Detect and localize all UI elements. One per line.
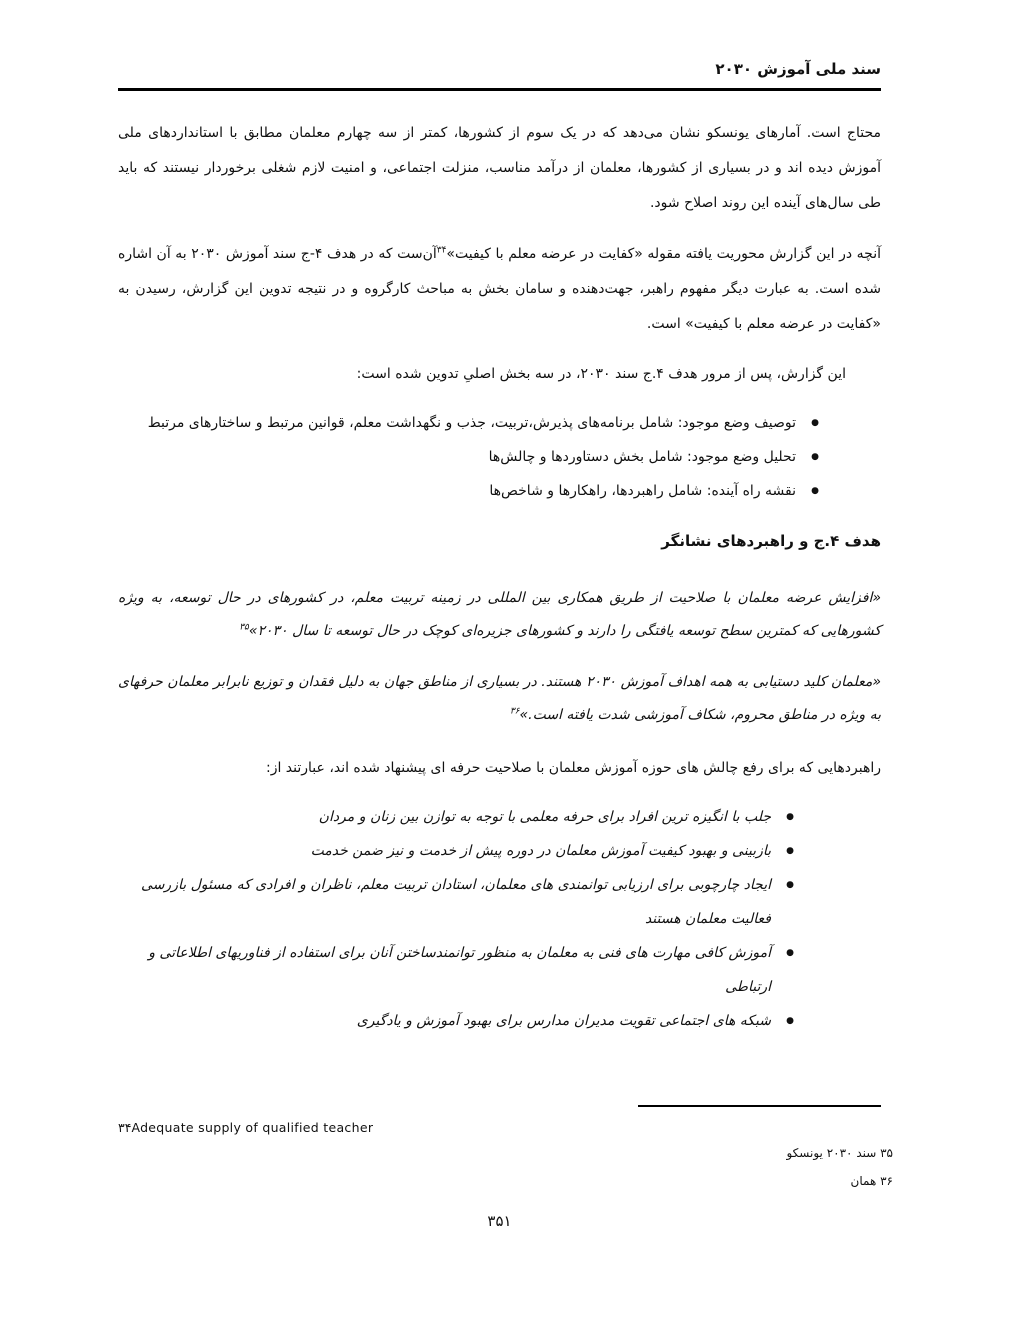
footnote-ref-34[interactable]: ۳۴ [436,245,447,256]
list-item: ● تحلیل وضع موجود: شامل بخش دستاوردها و چالش‌ها [118,440,836,474]
list-item: ● ایجاد چارچوبی برای ارزیابی توانمندی های معلمان، استادان تربیت معلم، ناظران و افرادی که مسئول بازرسی فعالیت معلمان هستند [118,868,811,936]
paragraph-focus-part1: آنچه در این گزارش محوریت یافته مقوله «کفایت در عرضه معلم با کیفیت» [446,246,882,262]
section-heading: هدف ۴.ج و راهبردهای نشانگر [661,532,881,550]
list-item: ● نقشه راه آینده: شامل راهبردها، راهکارها و شاخص‌ها [118,474,836,508]
list-item: ● شبکه های اجتماعی تقویت مدیران مدارس برای بهبود آموزش و یادگیری [118,1004,811,1038]
list-item: ● توصیف وضع موجود: شامل برنامه‌های پذیرش،تربیت، جذب و نگهداشت معلم، قوانین مرتبط و ساختارهای مرتبط [118,406,836,440]
footnote-separator [638,1105,881,1107]
header-rule [118,88,881,91]
footnote-ref-35[interactable]: ۳۵ [239,622,249,633]
paragraph-structure-intro: این گزارش، پس از مرور هدف ۴.ج سند ۲۰۳۰، در سه بخش اصلیِ تدوین شده است: [356,366,846,382]
quote-teachers [118,666,881,732]
running-header: سند ملی آموزش ۲۰۳۰ [715,60,881,78]
quote-target [118,582,881,648]
quote-target-text: «افزایش عرضه معلمان با صلاحیت از طریق همکاری بین المللی در زمینه تربیت معلم، در کشورهای در حال توسعه، به ویژه کشورهایی که کمترین سطح توسعه یافتگی را دارند و کشورهای جزیره‌ای کوچک در حال توسعه تا سال ۲۰۳۰» [118,590,881,639]
footnote-35: ۳۵ سند ۲۰۳۰ یونسکو [786,1146,893,1160]
footnote-34-text: Adequate supply of qualified teacher [131,1120,374,1135]
footnote-36: ۳۶ همان [850,1174,893,1188]
list-item: ● آموزش کافی مهارت های فنی به معلمان به منظور توانمندساختن آنان برای استفاده از فناوریهای اطلاعاتی و ارتباطی [118,936,811,1004]
strategies-intro: راهبردهایی که برای رفع چالش های حوزه آموزش معلمان با صلاحیت حرفه ای پیشنهاد شده اند، عبارتند از: [265,760,881,776]
footnote-ref-36[interactable]: ۳۶ [509,706,520,717]
list-item: ● جلب با انگیزه ترین افراد برای حرفه معلمی با توجه به توازن بین زنان و مردان [118,800,811,834]
footnote-34 [118,1120,373,1135]
paragraph-statistics: محتاج است. آمارهای یونسکو نشان می‌دهد که در یک سوم از کشورها، کمتر از سه چهارم معلمان مطابق با استانداردهای ملی آموزش دیده اند و در بسیاری از کشورها، معلمان از درآمد مناسب، منزلت اجتماعی، و امنیت لازم شغلی برخوردار نیستند که باید طی سال‌های آینده این روند اصلاح شود. [118,125,881,211]
report-sections-list [118,406,836,508]
quote-teachers-text: «معلمان کلید دستیابی به همه اهداف آموزش ۲۰۳۰ هستند. در بسیاری از مناطق جهان به دلیل فقدان و توزیع نابرابر معلمان حرفهای به ویژه در مناطق محروم، شکاف آموزشی شدت یافته است.» [118,674,881,723]
footnote-34-mark: ۳۴ [118,1120,132,1135]
paragraph-focus-part2: آن‌ست که در هدف ۴-ج سند آموزش ۲۰۳۰ به آن اشاره شده است. به عبارت دیگر مفهوم راهبر، جهت‌دهنده و سامان بخش به مباحث کارگروه و در نتیجه تدوین این گزارش، رسیدن به «کفایت در عرضه معلم با کیفیت» است. [118,246,881,332]
list-item: ● بازبینی و بهبود کیفیت آموزش معلمان در دوره پیش از خدمت و نیز ضمن خدمت [118,834,811,868]
strategies-list [118,800,811,1038]
paragraph-focus [118,237,881,342]
page-number: ۳۵۱ [487,1212,512,1230]
document-page [118,0,893,1320]
